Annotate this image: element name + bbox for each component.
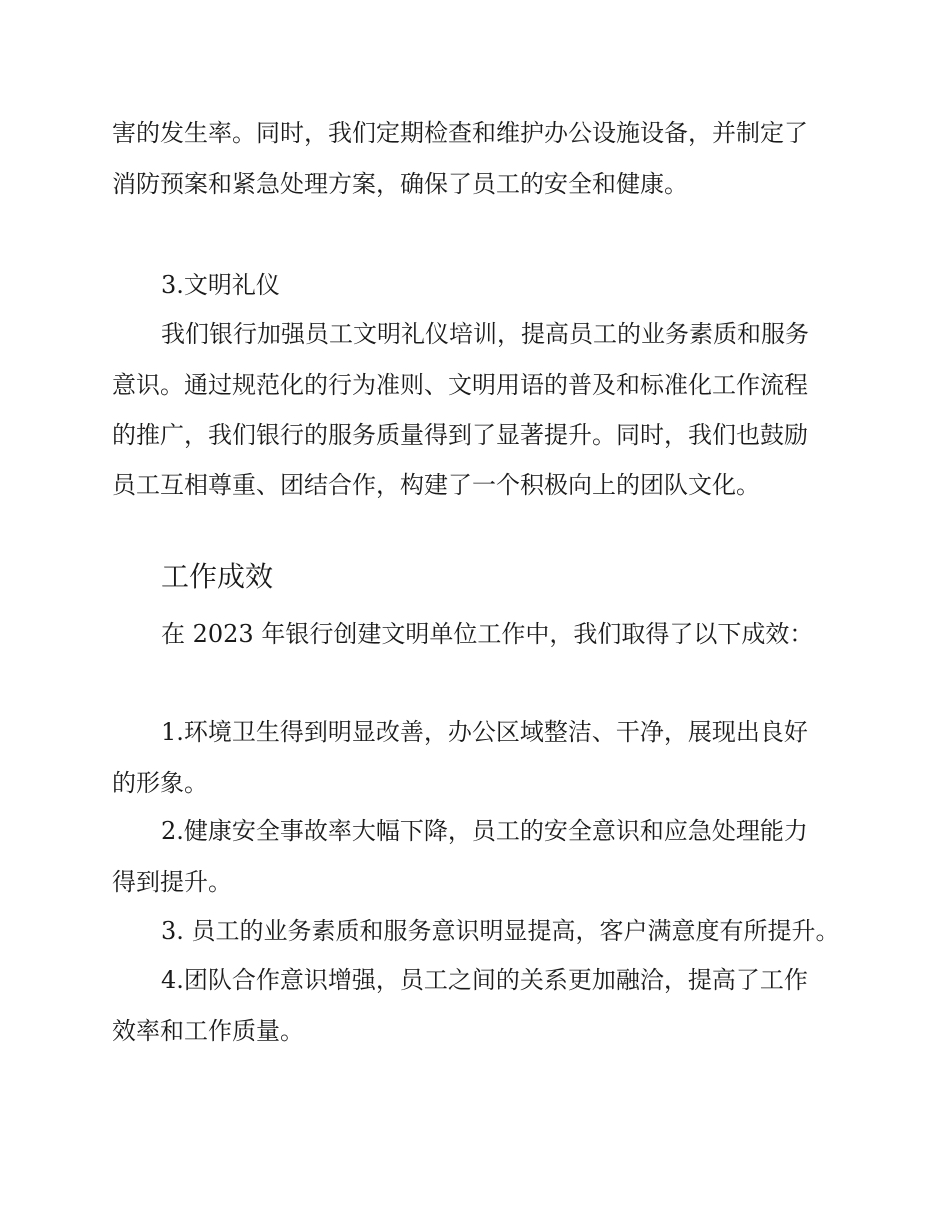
result-item-1-line-1: 1.环境卫生得到明显改善，办公区域整洁、干净，展现出良好	[161, 718, 808, 746]
section-3-line-3: 的推广，我们银行的服务质量得到了显著提升。同时，我们也鼓励	[112, 421, 808, 449]
result-item-1-line-2: 的形象。	[112, 769, 208, 797]
results-intro: 在 2023 年银行创建文明单位工作中，我们取得了以下成效：	[161, 620, 814, 648]
intro-paragraph-line-2: 消防预案和紧急处理方案，确保了员工的安全和健康。	[112, 170, 688, 198]
intro-paragraph-line-1: 害的发生率。同时，我们定期检查和维护办公设施设备，并制定了	[112, 119, 808, 147]
results-heading: 工作成效	[161, 560, 274, 593]
section-3-line-1: 我们银行加强员工文明礼仪培训，提高员工的业务素质和服务	[161, 320, 809, 348]
result-item-3-line-1: 3. 员工的业务素质和服务意识明显提高，客户满意度有所提升。	[161, 917, 840, 945]
result-item-2-line-2: 得到提升。	[112, 868, 232, 896]
section-3-line-4: 员工互相尊重、团结合作，构建了一个积极向上的团队文化。	[112, 471, 760, 499]
result-item-4-line-2: 效率和工作质量。	[112, 1017, 304, 1045]
result-item-4-line-1: 4.团队合作意识增强，员工之间的关系更加融洽，提高了工作	[161, 966, 808, 994]
section-3-title: 3.文明礼仪	[161, 271, 280, 299]
section-3-line-2: 意识。通过规范化的行为准则、文明用语的普及和标准化工作流程	[112, 371, 808, 399]
result-item-2-line-1: 2.健康安全事故率大幅下降，员工的安全意识和应急处理能力	[161, 817, 808, 845]
